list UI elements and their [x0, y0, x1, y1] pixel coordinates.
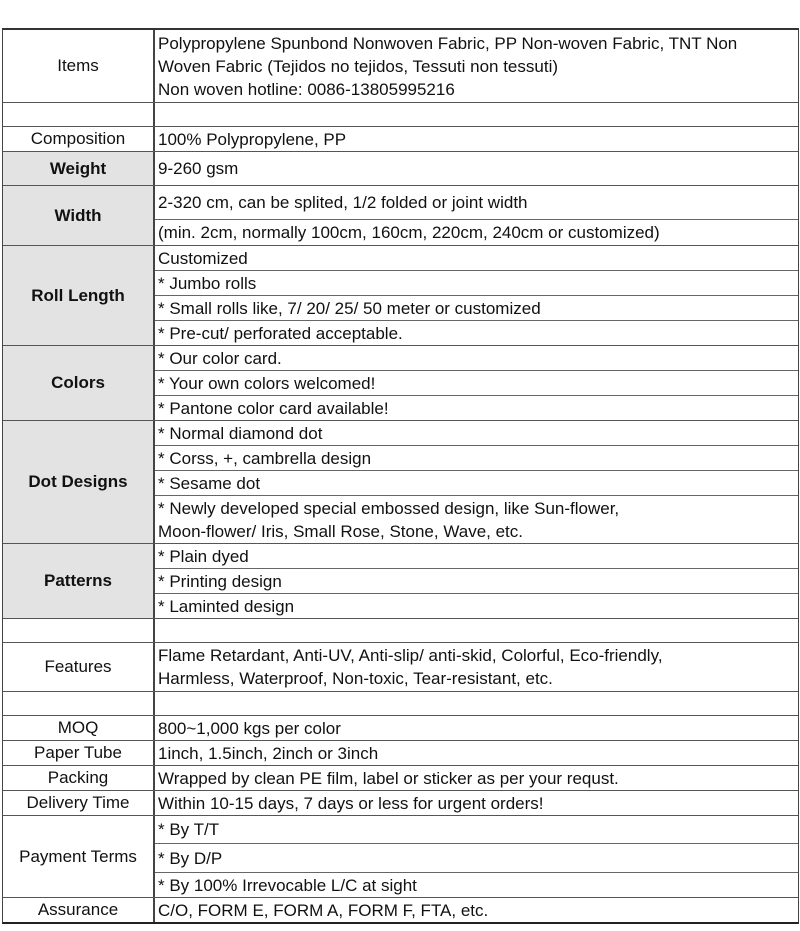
row-items	[3, 30, 798, 103]
row-values	[155, 766, 798, 790]
row-weight	[3, 152, 798, 186]
value-line: * Sesame dot	[155, 471, 798, 496]
value-line: * Printing design	[155, 569, 798, 594]
value-line: 800~1,000 kgs per color	[158, 718, 341, 738]
row-label: Payment Terms	[3, 816, 155, 897]
row-width	[3, 186, 798, 246]
row-delivery-time	[3, 791, 798, 816]
row-values	[155, 619, 798, 642]
value-line: C/O, FORM E, FORM A, FORM F, FTA, etc.	[158, 900, 489, 920]
value-line: Within 10-15 days, 7 days or less for urgent orders!	[158, 793, 544, 813]
value-line: * By T/T	[155, 816, 798, 844]
value-line: * Our color card.	[155, 346, 798, 371]
row-blank	[3, 103, 798, 127]
value-line: 1inch, 1.5inch, 2inch or 3inch	[158, 743, 379, 763]
row-values	[155, 127, 798, 151]
row-values	[155, 346, 798, 420]
value-line	[155, 643, 798, 691]
value-text: * Newly developed special embossed design, like Sun-flower,	[158, 498, 620, 518]
value-line: Customized	[155, 246, 798, 271]
row-colors	[3, 346, 798, 421]
value-line: 9-260 gsm	[158, 159, 239, 178]
value-line: * Your own colors welcomed!	[155, 371, 798, 396]
row-packing	[3, 766, 798, 791]
value-line: * Small rolls like, 7/ 20/ 25/ 50 meter or customized	[155, 296, 798, 321]
row-label	[3, 619, 155, 642]
row-label: Delivery Time	[3, 791, 155, 815]
row-features	[3, 643, 798, 692]
row-dot-designs	[3, 421, 798, 544]
value-line: * Normal diamond dot	[155, 421, 798, 446]
row-label: Patterns	[3, 544, 155, 618]
value-line: * By D/P	[155, 844, 798, 873]
row-label: Composition	[3, 127, 155, 151]
value-line: Wrapped by clean PE film, label or sticker as per your requst.	[158, 768, 619, 788]
value-line: * Laminted design	[158, 596, 295, 616]
row-label: Packing	[3, 766, 155, 790]
row-label: Paper Tube	[3, 741, 155, 765]
row-values	[155, 30, 798, 102]
row-values	[155, 791, 798, 815]
row-assurance	[3, 898, 798, 922]
value-text: Harmless, Waterproof, Non-toxic, Tear-resistant, etc.	[158, 669, 553, 688]
row-label: Features	[3, 643, 155, 691]
value-line	[155, 619, 798, 642]
value-line: * Pantone color card available!	[158, 398, 389, 418]
value-line: 100% Polypropylene, PP	[158, 129, 347, 149]
row-values	[155, 152, 798, 185]
value-text: Polypropylene Spunbond Nonwoven Fabric, PP Non-woven Fabric, TNT Non	[158, 33, 738, 53]
value-line: * By 100% Irrevocable L/C at sight	[158, 875, 417, 895]
row-values	[155, 103, 798, 126]
value-line: 2-320 cm, can be splited, 1/2 folded or joint width	[155, 186, 798, 220]
value-line: * Plain dyed	[155, 544, 798, 569]
row-label: Weight	[3, 152, 155, 185]
row-values	[155, 741, 798, 765]
row-values	[155, 816, 798, 897]
value-line: * Corss, +, cambrella design	[155, 446, 798, 471]
value-line: (min. 2cm, normally 100cm, 160cm, 220cm, 240cm or customized)	[158, 223, 660, 242]
value-line: * Jumbo rolls	[155, 271, 798, 296]
value-text: Woven Fabric (Tejidos no tejidos, Tessuti non tessuti)	[158, 56, 559, 76]
value-text: Moon-flower/ Iris, Small Rose, Stone, Wave, etc.	[158, 521, 523, 541]
row-label: Colors	[3, 346, 155, 420]
value-line	[155, 30, 798, 102]
row-blank	[3, 692, 798, 716]
row-label: MOQ	[3, 716, 155, 740]
row-moq	[3, 716, 798, 741]
row-patterns	[3, 544, 798, 619]
row-blank	[3, 619, 798, 643]
value-line	[155, 692, 798, 715]
row-values	[155, 716, 798, 740]
row-payment-terms	[3, 816, 798, 898]
row-label: Roll Length	[3, 246, 155, 345]
row-values	[155, 692, 798, 715]
row-paper-tube	[3, 741, 798, 766]
value-line: * Pre-cut/ perforated acceptable.	[158, 323, 403, 343]
row-label	[3, 103, 155, 126]
value-line	[155, 496, 798, 543]
row-label	[3, 692, 155, 715]
row-values	[155, 898, 798, 922]
value-text: Non woven hotline: 0086-13805995216	[158, 79, 455, 99]
spec-table	[2, 28, 799, 924]
row-label: Dot Designs	[3, 421, 155, 543]
value-text: Flame Retardant, Anti-UV, Anti-slip/ anti-skid, Colorful, Eco-friendly,	[158, 646, 663, 665]
row-values	[155, 643, 798, 691]
value-line	[155, 103, 798, 126]
row-label: Items	[3, 30, 155, 102]
row-values	[155, 186, 798, 245]
row-values	[155, 246, 798, 345]
row-label: Width	[3, 186, 155, 245]
row-roll-length	[3, 246, 798, 346]
row-label: Assurance	[3, 898, 155, 922]
row-values	[155, 421, 798, 543]
row-composition	[3, 127, 798, 152]
row-values	[155, 544, 798, 618]
